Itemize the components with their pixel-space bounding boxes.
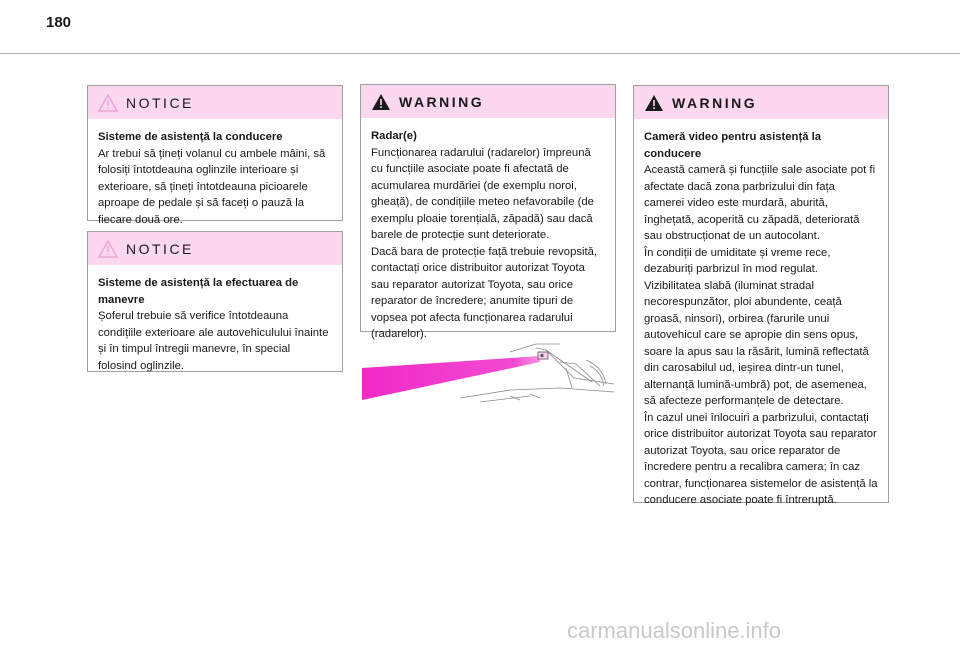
notice-label: NOTICE — [126, 240, 194, 257]
warning-title: Cameră video pentru asistență la conducere — [644, 131, 822, 160]
warning-title: Radar(e) — [371, 130, 417, 142]
caution-triangle-icon — [98, 94, 118, 112]
windshield-camera-illustration — [360, 338, 616, 406]
warning-box-camera — [633, 85, 889, 506]
notice-header — [88, 86, 342, 119]
warning-header — [361, 85, 615, 118]
page-number: 180 — [46, 14, 72, 31]
notice-title: Sisteme de asistență la conducere — [98, 131, 283, 143]
notice-box-maneuver-assistance — [87, 231, 343, 372]
header-divider — [0, 53, 960, 54]
watermark: carmanualsonline.info — [567, 618, 782, 643]
warning-header — [634, 86, 888, 119]
warning-paragraph: Funcționarea radarului (radarelor) împreună cu funcțiile asociate poate fi afectată de acumularea murdăriei (de exemplu noroi, gheață), de condițiile meteo nefavorabile (de exemplu ploaie torențială, zăpadă) sau dacă barele de protecție sunt deteriorate. — [371, 146, 594, 241]
warning-triangle-icon — [371, 93, 391, 111]
warning-triangle-icon — [644, 94, 664, 112]
warning-paragraph: Această cameră și funcțiile sale asociate pot fi afectate dacă zona parbrizului din fața camerei video este murdară, aburită, înghețată, acoperită cu zăpadă, deteriorată sau obstrucționat de un autocolant. — [644, 164, 876, 242]
warning-paragraph: Vizibilitatea slabă (iluminat stradal necorespunzător, ploi abundente, ceață groasă, ninsori), orbirea (farurile unui autovehicul care se apropie din sens opus, soare la apus sau la răsărit, lumină reflectată din carosabilul ud, ieșirea dintr-un tunel, alternanță lumină-umbră) pot, de asemenea, să afecteze performanțele de detectare. — [644, 279, 869, 407]
warning-paragraph: În condiții de umiditate și vreme rece, dezaburiți parbrizul în mod regulat. — [644, 246, 831, 275]
windshield-camera-icon — [538, 352, 548, 359]
notice-label: NOTICE — [126, 94, 194, 111]
warning-paragraph: Dacă bara de protecție față trebuie revopsită, contactați orice distribuitor autorizat Toyota sau reparator autorizat Toyota, sau orice reparator de încredere; anumite tipuri de vopsea pot afecta funcționarea radarului (radarelor). — [371, 245, 598, 340]
warning-label: WARNING — [672, 94, 758, 111]
warning-paragraph: În cazul unei înlocuiri a parbrizului, contactați orice distribuitor autorizat Toyota sau reparator autorizat Toyota, sau orice reparator de încredere pentru a recalibra camera; în caz contrar, funcționarea sistemelor de asistență la conducere asociate poate fi întreruptă. — [644, 411, 878, 506]
warning-label: WARNING — [399, 93, 485, 110]
notice-text: Șoferul trebuie să verifice întotdeauna condițiile exterioare ale autovehiculului înainte și în timpul întregii manevre, în special folosind oglinzile. — [98, 310, 329, 372]
caution-triangle-icon — [98, 240, 118, 258]
warning-box-radar — [360, 84, 616, 340]
notice-title: Sisteme de asistență la efectuarea de manevre — [98, 277, 299, 306]
camera-beam — [362, 356, 540, 400]
notice-text: Ar trebui să țineți volanul cu ambele mâini, să folosiți întotdeauna oglinzile interioare și exterioare, să țineți întotdeauna picioarele aproape de pedale și să faceți o pauză la fiecare două ore. — [98, 147, 326, 226]
notice-header — [88, 232, 342, 265]
notice-box-driving-assistance — [87, 85, 343, 226]
